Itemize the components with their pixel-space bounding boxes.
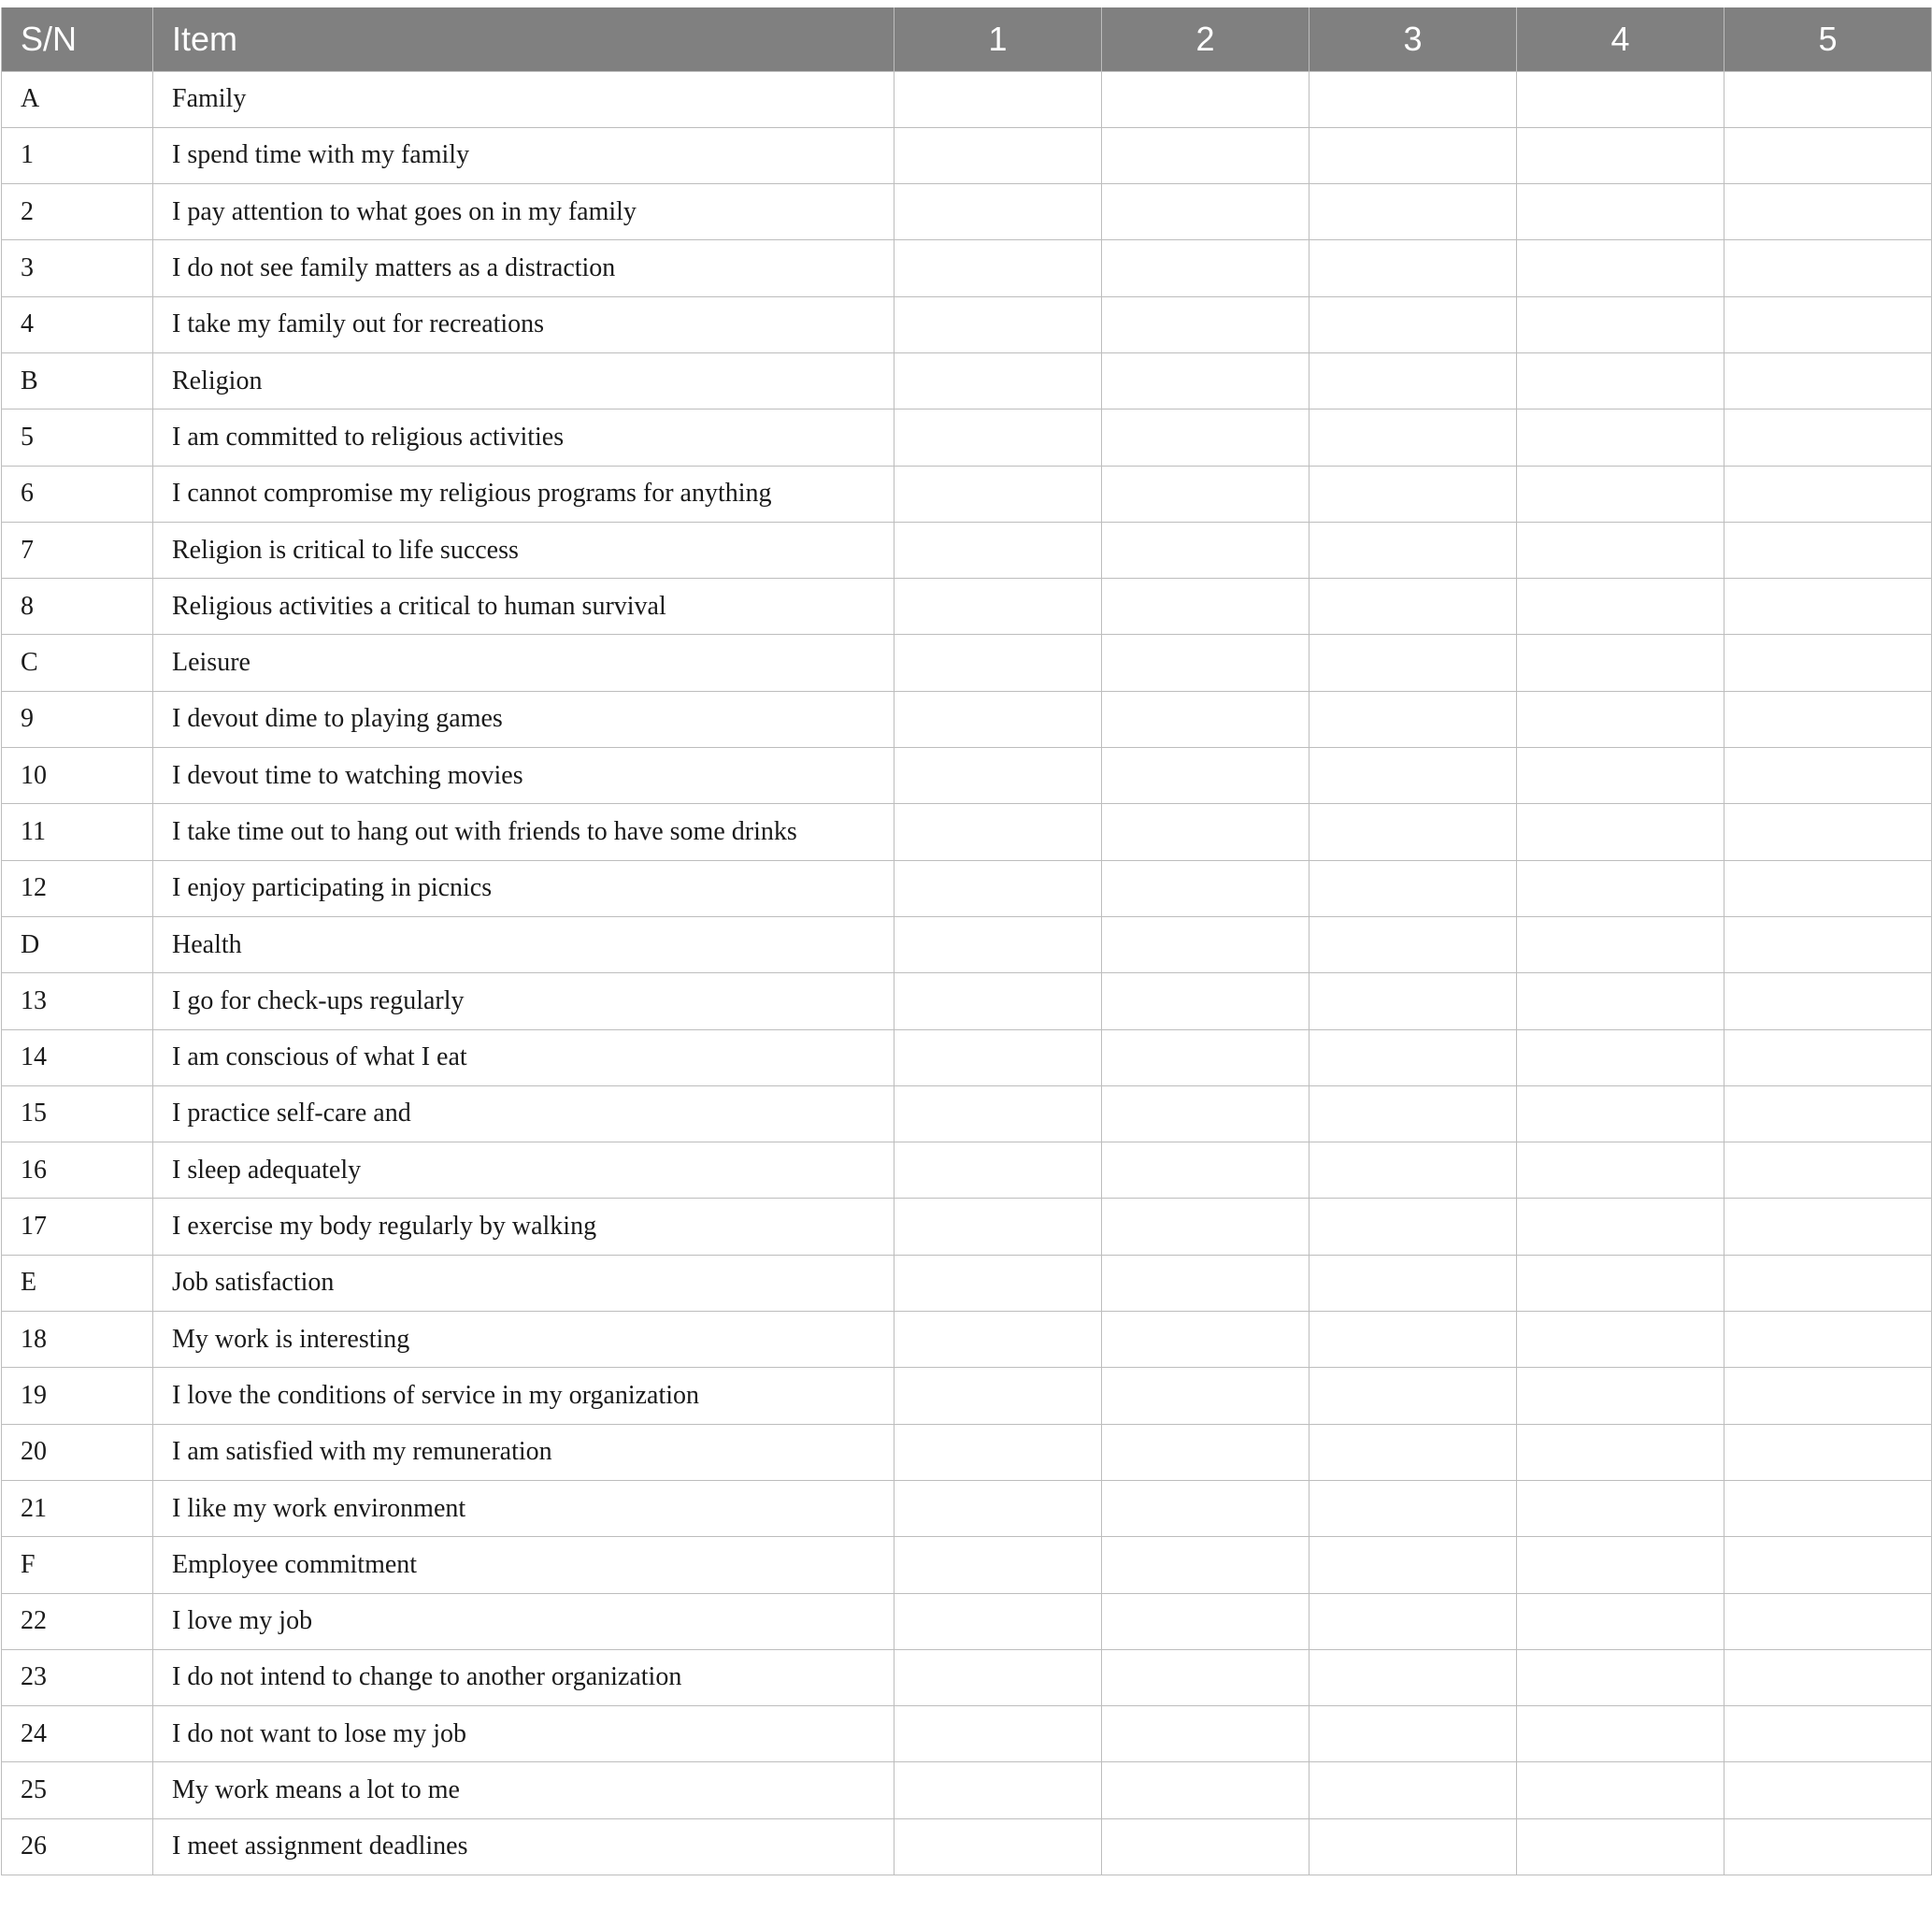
cell-item: I do not intend to change to another organization (153, 1649, 894, 1705)
rating-cell-1[interactable] (894, 1480, 1102, 1536)
cell-sn: C (2, 635, 153, 691)
cell-sn: E (2, 1255, 153, 1311)
rating-cell-1[interactable] (894, 522, 1102, 578)
rating-cell-1[interactable] (894, 1706, 1102, 1762)
table-row (2, 522, 1932, 578)
rating-cell-2[interactable] (1102, 579, 1309, 635)
table-row (2, 916, 1932, 972)
rating-cell-3[interactable] (1309, 1480, 1517, 1536)
rating-cell-1[interactable] (894, 1424, 1102, 1480)
table-row (2, 1593, 1932, 1649)
rating-cell-1[interactable] (894, 127, 1102, 183)
rating-cell-2[interactable] (1102, 860, 1309, 916)
rating-cell-4[interactable] (1517, 127, 1724, 183)
cell-sn: 21 (2, 1480, 153, 1536)
cell-sn: D (2, 916, 153, 972)
rating-cell-3[interactable] (1309, 352, 1517, 409)
rating-cell-4[interactable] (1517, 635, 1724, 691)
rating-cell-5[interactable] (1724, 466, 1932, 522)
rating-cell-1[interactable] (894, 691, 1102, 747)
rating-cell-3[interactable] (1309, 1142, 1517, 1199)
rating-cell-4[interactable] (1517, 352, 1724, 409)
rating-cell-4[interactable] (1517, 973, 1724, 1029)
rating-cell-4[interactable] (1517, 1818, 1724, 1875)
table-body (2, 71, 1932, 1875)
rating-cell-3[interactable] (1309, 1199, 1517, 1255)
rating-cell-3[interactable] (1309, 691, 1517, 747)
rating-cell-5[interactable] (1724, 1480, 1932, 1536)
header-row (2, 7, 1932, 71)
cell-sn: 16 (2, 1142, 153, 1199)
rating-cell-1[interactable] (894, 1762, 1102, 1818)
cell-item: Health (153, 916, 894, 972)
rating-cell-3[interactable] (1309, 409, 1517, 466)
rating-cell-1[interactable] (894, 1255, 1102, 1311)
table-row (2, 635, 1932, 691)
survey-table (1, 7, 1932, 1875)
rating-cell-4[interactable] (1517, 916, 1724, 972)
rating-cell-2[interactable] (1102, 1368, 1309, 1424)
table-row (2, 1818, 1932, 1875)
rating-cell-5[interactable] (1724, 184, 1932, 240)
rating-cell-5[interactable] (1724, 916, 1932, 972)
cell-item: I pay attention to what goes on in my family (153, 184, 894, 240)
rating-cell-3[interactable] (1309, 466, 1517, 522)
cell-item: I am satisfied with my remuneration (153, 1424, 894, 1480)
rating-cell-1[interactable] (894, 1537, 1102, 1593)
rating-cell-1[interactable] (894, 466, 1102, 522)
table-row (2, 71, 1932, 127)
table-row (2, 1762, 1932, 1818)
cell-item: Job satisfaction (153, 1255, 894, 1311)
rating-cell-2[interactable] (1102, 1706, 1309, 1762)
rating-cell-5[interactable] (1724, 127, 1932, 183)
cell-item: I am committed to religious activities (153, 409, 894, 466)
rating-cell-3[interactable] (1309, 748, 1517, 804)
header-score-5: 5 (1724, 7, 1932, 71)
table-row (2, 1085, 1932, 1142)
rating-cell-2[interactable] (1102, 466, 1309, 522)
rating-cell-4[interactable] (1517, 1368, 1724, 1424)
table-row (2, 860, 1932, 916)
cell-item: Employee commitment (153, 1537, 894, 1593)
rating-cell-2[interactable] (1102, 71, 1309, 127)
header-item: Item (153, 7, 894, 71)
rating-cell-3[interactable] (1309, 973, 1517, 1029)
rating-cell-2[interactable] (1102, 296, 1309, 352)
table-row (2, 1649, 1932, 1705)
rating-cell-1[interactable] (894, 1312, 1102, 1368)
cell-sn: 15 (2, 1085, 153, 1142)
header-score-2: 2 (1102, 7, 1309, 71)
rating-cell-5[interactable] (1724, 522, 1932, 578)
table-row (2, 1537, 1932, 1593)
cell-item: I devout dime to playing games (153, 691, 894, 747)
rating-cell-2[interactable] (1102, 973, 1309, 1029)
rating-cell-5[interactable] (1724, 1255, 1932, 1311)
table-row (2, 1199, 1932, 1255)
cell-item: My work is interesting (153, 1312, 894, 1368)
table-row (2, 409, 1932, 466)
rating-cell-3[interactable] (1309, 522, 1517, 578)
rating-cell-3[interactable] (1309, 1649, 1517, 1705)
rating-cell-5[interactable] (1724, 71, 1932, 127)
header-score-4: 4 (1517, 7, 1724, 71)
rating-cell-2[interactable] (1102, 635, 1309, 691)
cell-item: I take time out to hang out with friends to have some drinks (153, 804, 894, 860)
rating-cell-1[interactable] (894, 635, 1102, 691)
rating-cell-4[interactable] (1517, 1085, 1724, 1142)
cell-sn: 26 (2, 1818, 153, 1875)
cell-item: I do not want to lose my job (153, 1706, 894, 1762)
rating-cell-2[interactable] (1102, 1537, 1309, 1593)
rating-cell-3[interactable] (1309, 860, 1517, 916)
rating-cell-3[interactable] (1309, 804, 1517, 860)
rating-cell-2[interactable] (1102, 748, 1309, 804)
rating-cell-1[interactable] (894, 1368, 1102, 1424)
table-row (2, 579, 1932, 635)
rating-cell-2[interactable] (1102, 804, 1309, 860)
cell-item: I sleep adequately (153, 1142, 894, 1199)
cell-item: Religious activities a critical to human survival (153, 579, 894, 635)
header-score-3: 3 (1309, 7, 1517, 71)
cell-item: I am conscious of what I eat (153, 1029, 894, 1085)
rating-cell-4[interactable] (1517, 522, 1724, 578)
rating-cell-4[interactable] (1517, 1424, 1724, 1480)
cell-item: I love my job (153, 1593, 894, 1649)
table-row (2, 466, 1932, 522)
cell-sn: 9 (2, 691, 153, 747)
rating-cell-1[interactable] (894, 71, 1102, 127)
table-row (2, 973, 1932, 1029)
cell-item: I devout time to watching movies (153, 748, 894, 804)
rating-cell-4[interactable] (1517, 1649, 1724, 1705)
rating-cell-2[interactable] (1102, 127, 1309, 183)
cell-sn: 5 (2, 409, 153, 466)
table-row (2, 296, 1932, 352)
cell-item: Religion is critical to life success (153, 522, 894, 578)
rating-cell-5[interactable] (1724, 691, 1932, 747)
cell-item: I like my work environment (153, 1480, 894, 1536)
rating-cell-3[interactable] (1309, 240, 1517, 296)
rating-cell-3[interactable] (1309, 1255, 1517, 1311)
cell-sn: 13 (2, 973, 153, 1029)
cell-sn: 19 (2, 1368, 153, 1424)
cell-sn: 2 (2, 184, 153, 240)
rating-cell-1[interactable] (894, 1199, 1102, 1255)
table-row (2, 1029, 1932, 1085)
rating-cell-1[interactable] (894, 240, 1102, 296)
rating-cell-1[interactable] (894, 409, 1102, 466)
rating-cell-5[interactable] (1724, 1085, 1932, 1142)
cell-sn: 23 (2, 1649, 153, 1705)
cell-sn: 3 (2, 240, 153, 296)
rating-cell-1[interactable] (894, 1818, 1102, 1875)
rating-cell-3[interactable] (1309, 1762, 1517, 1818)
rating-cell-3[interactable] (1309, 1424, 1517, 1480)
table-row (2, 804, 1932, 860)
rating-cell-5[interactable] (1724, 748, 1932, 804)
cell-sn: 8 (2, 579, 153, 635)
rating-cell-2[interactable] (1102, 1818, 1309, 1875)
rating-cell-5[interactable] (1724, 1537, 1932, 1593)
table-row (2, 691, 1932, 747)
cell-item: Religion (153, 352, 894, 409)
rating-cell-1[interactable] (894, 973, 1102, 1029)
rating-cell-2[interactable] (1102, 352, 1309, 409)
rating-cell-1[interactable] (894, 352, 1102, 409)
rating-cell-3[interactable] (1309, 916, 1517, 972)
rating-cell-2[interactable] (1102, 1480, 1309, 1536)
rating-cell-1[interactable] (894, 296, 1102, 352)
rating-cell-5[interactable] (1724, 860, 1932, 916)
cell-item: Leisure (153, 635, 894, 691)
rating-cell-1[interactable] (894, 916, 1102, 972)
cell-item: I spend time with my family (153, 127, 894, 183)
rating-cell-4[interactable] (1517, 296, 1724, 352)
table-row (2, 127, 1932, 183)
rating-cell-4[interactable] (1517, 860, 1724, 916)
rating-cell-5[interactable] (1724, 240, 1932, 296)
rating-cell-4[interactable] (1517, 579, 1724, 635)
rating-cell-2[interactable] (1102, 1199, 1309, 1255)
rating-cell-2[interactable] (1102, 522, 1309, 578)
rating-cell-4[interactable] (1517, 466, 1724, 522)
rating-cell-2[interactable] (1102, 916, 1309, 972)
cell-item: I practice self-care and (153, 1085, 894, 1142)
rating-cell-5[interactable] (1724, 1593, 1932, 1649)
rating-cell-4[interactable] (1517, 691, 1724, 747)
rating-cell-3[interactable] (1309, 184, 1517, 240)
rating-cell-4[interactable] (1517, 1593, 1724, 1649)
table-row (2, 1312, 1932, 1368)
rating-cell-1[interactable] (894, 748, 1102, 804)
rating-cell-2[interactable] (1102, 184, 1309, 240)
rating-cell-5[interactable] (1724, 1142, 1932, 1199)
rating-cell-2[interactable] (1102, 1424, 1309, 1480)
rating-cell-5[interactable] (1724, 296, 1932, 352)
cell-item: My work means a lot to me (153, 1762, 894, 1818)
rating-cell-5[interactable] (1724, 804, 1932, 860)
cell-item: I cannot compromise my religious programs for anything (153, 466, 894, 522)
rating-cell-4[interactable] (1517, 1142, 1724, 1199)
table-row (2, 352, 1932, 409)
rating-cell-1[interactable] (894, 1085, 1102, 1142)
cell-sn: 10 (2, 748, 153, 804)
rating-cell-1[interactable] (894, 1593, 1102, 1649)
rating-cell-5[interactable] (1724, 1368, 1932, 1424)
rating-cell-1[interactable] (894, 184, 1102, 240)
table-row (2, 1255, 1932, 1311)
rating-cell-4[interactable] (1517, 804, 1724, 860)
cell-sn: 17 (2, 1199, 153, 1255)
table-header (2, 7, 1932, 71)
cell-item: I love the conditions of service in my organization (153, 1368, 894, 1424)
rating-cell-1[interactable] (894, 1029, 1102, 1085)
rating-cell-5[interactable] (1724, 1649, 1932, 1705)
rating-cell-2[interactable] (1102, 1649, 1309, 1705)
rating-cell-1[interactable] (894, 1649, 1102, 1705)
rating-cell-3[interactable] (1309, 1593, 1517, 1649)
cell-item: I go for check-ups regularly (153, 973, 894, 1029)
cell-sn: 7 (2, 522, 153, 578)
table-row (2, 1424, 1932, 1480)
rating-cell-1[interactable] (894, 860, 1102, 916)
rating-cell-3[interactable] (1309, 1537, 1517, 1593)
rating-cell-2[interactable] (1102, 1029, 1309, 1085)
table-row (2, 1480, 1932, 1536)
rating-cell-5[interactable] (1724, 1312, 1932, 1368)
cell-sn: 20 (2, 1424, 153, 1480)
cell-item: I exercise my body regularly by walking (153, 1199, 894, 1255)
cell-sn: 22 (2, 1593, 153, 1649)
rating-cell-4[interactable] (1517, 1312, 1724, 1368)
cell-sn: 6 (2, 466, 153, 522)
cell-sn: 24 (2, 1706, 153, 1762)
rating-cell-2[interactable] (1102, 691, 1309, 747)
rating-cell-3[interactable] (1309, 71, 1517, 127)
cell-sn: 12 (2, 860, 153, 916)
rating-cell-4[interactable] (1517, 748, 1724, 804)
cell-sn: A (2, 71, 153, 127)
rating-cell-3[interactable] (1309, 635, 1517, 691)
rating-cell-2[interactable] (1102, 1312, 1309, 1368)
rating-cell-2[interactable] (1102, 409, 1309, 466)
rating-cell-2[interactable] (1102, 1142, 1309, 1199)
header-sn: S/N (2, 7, 153, 71)
rating-cell-3[interactable] (1309, 579, 1517, 635)
rating-cell-5[interactable] (1724, 1818, 1932, 1875)
cell-sn: B (2, 352, 153, 409)
cell-item: Family (153, 71, 894, 127)
header-score-1: 1 (894, 7, 1102, 71)
rating-cell-5[interactable] (1724, 1199, 1932, 1255)
table-row (2, 748, 1932, 804)
rating-cell-3[interactable] (1309, 1085, 1517, 1142)
rating-cell-2[interactable] (1102, 240, 1309, 296)
rating-cell-4[interactable] (1517, 1762, 1724, 1818)
cell-sn: 4 (2, 296, 153, 352)
rating-cell-1[interactable] (894, 579, 1102, 635)
rating-cell-5[interactable] (1724, 973, 1932, 1029)
rating-cell-4[interactable] (1517, 1537, 1724, 1593)
rating-cell-5[interactable] (1724, 635, 1932, 691)
rating-cell-5[interactable] (1724, 1706, 1932, 1762)
cell-sn: 25 (2, 1762, 153, 1818)
rating-cell-3[interactable] (1309, 1706, 1517, 1762)
rating-cell-5[interactable] (1724, 409, 1932, 466)
cell-item: I take my family out for recreations (153, 296, 894, 352)
cell-sn: 18 (2, 1312, 153, 1368)
rating-cell-5[interactable] (1724, 352, 1932, 409)
rating-cell-4[interactable] (1517, 409, 1724, 466)
rating-cell-1[interactable] (894, 1142, 1102, 1199)
rating-cell-3[interactable] (1309, 127, 1517, 183)
cell-sn: 11 (2, 804, 153, 860)
rating-cell-3[interactable] (1309, 1818, 1517, 1875)
rating-cell-4[interactable] (1517, 1480, 1724, 1536)
table-row (2, 1368, 1932, 1424)
rating-cell-2[interactable] (1102, 1593, 1309, 1649)
rating-cell-5[interactable] (1724, 1029, 1932, 1085)
rating-cell-3[interactable] (1309, 296, 1517, 352)
rating-cell-5[interactable] (1724, 579, 1932, 635)
rating-cell-4[interactable] (1517, 1706, 1724, 1762)
rating-cell-2[interactable] (1102, 1085, 1309, 1142)
rating-cell-2[interactable] (1102, 1762, 1309, 1818)
cell-item: I enjoy participating in picnics (153, 860, 894, 916)
rating-cell-4[interactable] (1517, 240, 1724, 296)
rating-cell-5[interactable] (1724, 1762, 1932, 1818)
table-row (2, 1706, 1932, 1762)
rating-cell-4[interactable] (1517, 1199, 1724, 1255)
rating-cell-4[interactable] (1517, 184, 1724, 240)
rating-cell-3[interactable] (1309, 1368, 1517, 1424)
rating-cell-2[interactable] (1102, 1255, 1309, 1311)
table-row (2, 240, 1932, 296)
rating-cell-3[interactable] (1309, 1029, 1517, 1085)
rating-cell-5[interactable] (1724, 1424, 1932, 1480)
cell-item: I meet assignment deadlines (153, 1818, 894, 1875)
cell-item: I do not see family matters as a distraction (153, 240, 894, 296)
cell-sn: F (2, 1537, 153, 1593)
cell-sn: 14 (2, 1029, 153, 1085)
rating-cell-4[interactable] (1517, 1029, 1724, 1085)
rating-cell-3[interactable] (1309, 1312, 1517, 1368)
rating-cell-1[interactable] (894, 804, 1102, 860)
rating-cell-4[interactable] (1517, 1255, 1724, 1311)
table-row (2, 1142, 1932, 1199)
table-row (2, 184, 1932, 240)
rating-cell-4[interactable] (1517, 71, 1724, 127)
cell-sn: 1 (2, 127, 153, 183)
